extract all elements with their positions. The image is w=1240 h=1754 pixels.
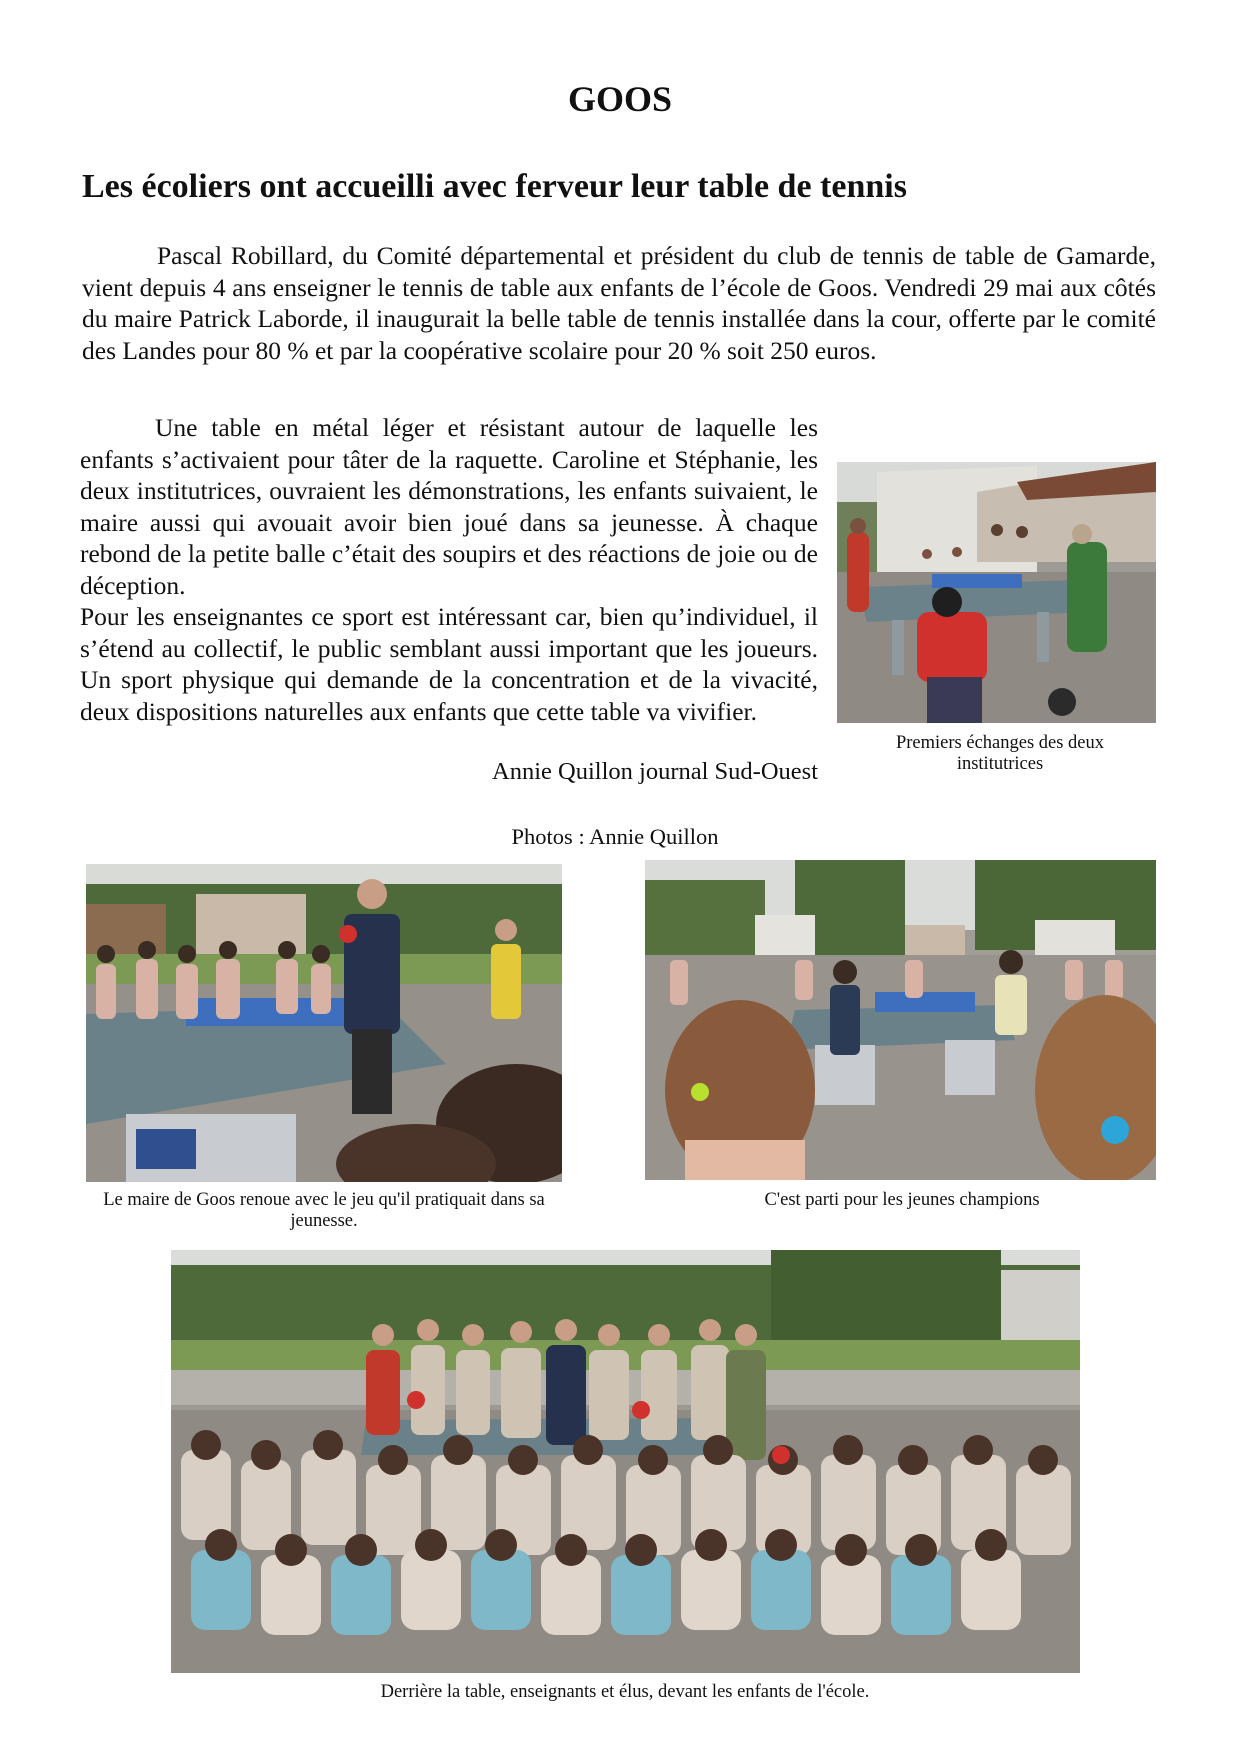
photo-group	[171, 1250, 1080, 1673]
caption-teachers-playing: Premiers échanges des deux institutrices	[895, 733, 1105, 774]
caption-group: Derrière la table, enseignants et élus, devant les enfants de l'école.	[380, 1682, 870, 1702]
caption-mayor-playing: Le maire de Goos renoue avec le jeu qu'il pratiquait dans sa jeunesse.	[103, 1190, 545, 1231]
article-paragraph-2: Une table en métal léger et résistant autour de laquelle les enfants s’activaient pour tâter de la raquette. Caroline et Stéphanie, les deux institutrices, ouvraient les démonstrations, les enfants suivaient, le maire aussi qui avouait avoir bien joué dans sa jeunesse. À chaque rebond de la petite balle c’était des soupirs et des réactions de joie ou de déception.	[80, 413, 818, 600]
photo-teachers-playing	[837, 462, 1156, 723]
article-signature: Annie Quillon journal Sud-Ouest	[492, 758, 818, 785]
photo-mayor-playing	[86, 864, 562, 1182]
caption-young-champions: C'est parti pour les jeunes champions	[764, 1190, 1040, 1210]
article-headline: Les écoliers ont accueilli avec ferveur leur table de tennis	[82, 168, 907, 205]
town-heading: GOOS	[567, 79, 673, 119]
photo-young-champions	[645, 860, 1156, 1180]
article-paragraph-1: Pascal Robillard, du Comité départemental et président du club de tennis de table de Gamarde, vient depuis 4 ans enseigner le tennis de table aux enfants de l’école de Goos. Vendredi 29 mai aux côtés du maire Patrick Laborde, il inaugurait la belle table de tennis installée dans la cour, offerte par le comité des Landes pour 80 % et par la coopérative scolaire pour 20 % soit 250 euros.	[82, 241, 1156, 365]
article-paragraph-3: Pour les enseignantes ce sport est intéressant car, bien qu’individuel, il s’étend au collectif, le public semblant aussi important que les joueurs. Un sport physique qui demande de la concentration et de la vivacité, deux dispositions naturelles aux enfants que cette table va vivifier.	[80, 602, 818, 726]
photo-group-image	[171, 1250, 1080, 1673]
photos-credit: Photos : Annie Quillon	[511, 824, 719, 849]
photo-mayor-playing-image	[86, 864, 562, 1182]
photo-young-champions-image	[645, 860, 1156, 1180]
photo-teachers-playing-image	[837, 462, 1156, 723]
